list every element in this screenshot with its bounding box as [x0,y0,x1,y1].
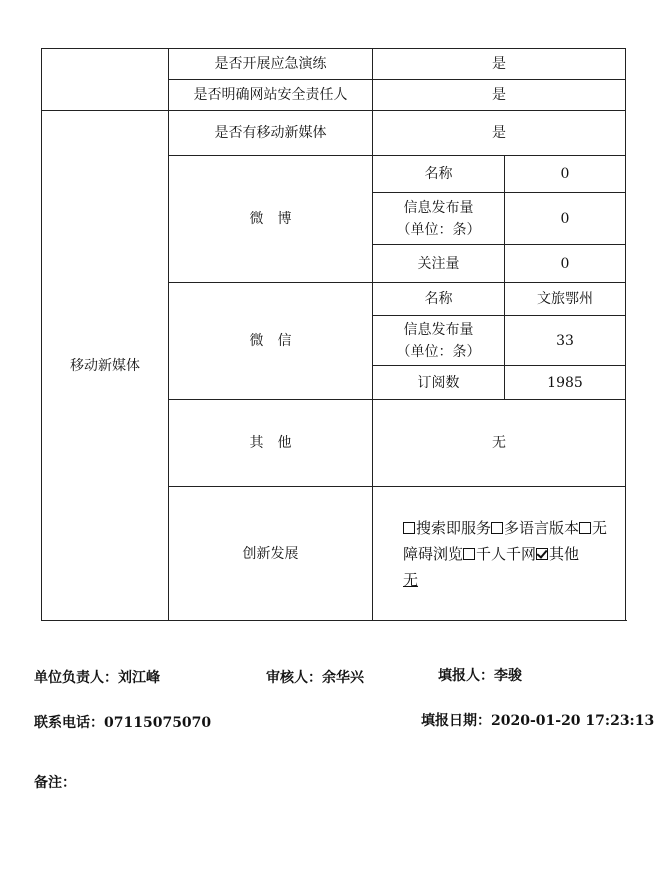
weibo-posts-label-line1: 信息发布量 [403,199,474,216]
wechat-posts-label-line1: 信息发布量 [403,321,474,338]
innovation-option-search[interactable]: 搜索即服务 [403,519,491,537]
emergency-drill-value: 是 [373,49,626,80]
innovation-option-personalized[interactable]: 千人千网 [463,545,536,563]
mobile-media-section-label: 移动新媒体 [42,111,169,621]
weibo-posts-value: 0 [505,193,626,245]
wechat-posts-value: 33 [505,316,626,366]
wechat-subscribers-value: 1985 [505,366,626,400]
weibo-name-value: 0 [505,156,626,193]
checkbox-icon[interactable] [463,548,475,560]
innovation-label: 创新发展 [169,487,373,621]
filler: 填报人：李骏 [438,668,522,684]
table-row [42,49,626,80]
checkbox-icon[interactable] [491,522,503,534]
has-mobile-media-label: 是否有移动新媒体 [169,111,373,156]
checkbox-icon[interactable] [403,522,415,534]
wechat-name-value: 文旅鄂州 [505,283,626,316]
contact-phone: 联系电话：07115075070 [34,715,212,731]
weibo-posts-label-line2: （单位：条） [396,221,481,238]
wechat-name-label: 名称 [373,283,505,316]
emergency-drill-label: 是否开展应急演练 [169,49,373,80]
innovation-other-value: 无 [403,570,419,589]
innovation-option-multilang[interactable]: 多语言版本 [491,519,579,537]
report-table [41,48,626,621]
other-media-value: 无 [373,400,626,487]
wechat-posts-label-line2: （单位：条） [396,343,481,360]
table-row [42,111,626,156]
reviewer: 审核人：余华兴 [266,670,364,686]
innovation-option-other[interactable]: 其他 [536,545,579,563]
innovation-option-accessibility[interactable]: 无障碍浏览 [403,518,608,563]
weibo-posts-label [373,193,505,245]
blank-cell [42,49,169,111]
unit-head: 单位负责人：刘江峰 [34,670,160,686]
checkbox-checked-icon[interactable] [536,548,548,560]
innovation-options [373,487,626,621]
wechat-posts-label [373,316,505,366]
weibo-followers-label: 关注量 [373,245,505,283]
checkbox-icon[interactable] [579,522,591,534]
security-officer-value: 是 [373,80,626,111]
weibo-label: 微 博 [169,156,373,283]
other-media-label: 其 他 [169,400,373,487]
weibo-name-label: 名称 [373,156,505,193]
wechat-subscribers-label: 订阅数 [373,366,505,400]
weibo-followers-value: 0 [505,245,626,283]
notes: 备注： [34,775,76,791]
fill-date: 填报日期：2020-01-20 17:23:13 [421,713,655,729]
wechat-label: 微 信 [169,283,373,400]
has-mobile-media-value: 是 [373,111,626,156]
security-officer-label: 是否明确网站安全责任人 [169,80,373,111]
